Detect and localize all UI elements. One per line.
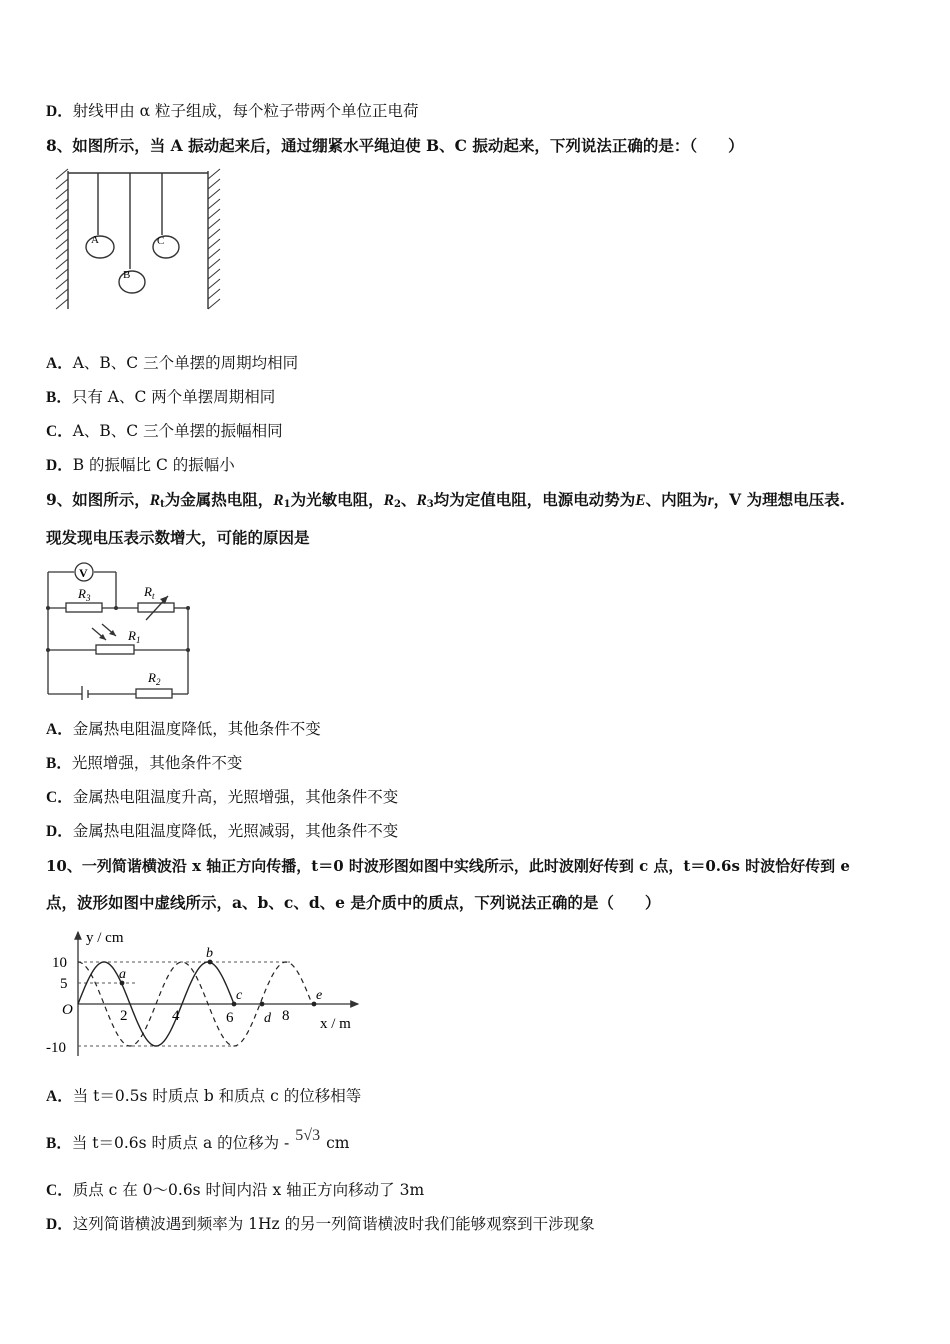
y-axis-label: y / cm bbox=[86, 930, 124, 946]
text: 均为定值电阻，电源电动势为 bbox=[433, 490, 636, 509]
q9-circuit-figure bbox=[44, 560, 194, 700]
x-tick-6: 6 bbox=[226, 1010, 234, 1026]
q8-option-c bbox=[46, 421, 283, 442]
subscript: t bbox=[151, 591, 155, 601]
q10-option-c bbox=[46, 1180, 424, 1201]
option-key: D． bbox=[46, 103, 73, 120]
var-r: R bbox=[383, 492, 394, 509]
q9-option-a bbox=[46, 719, 321, 740]
option-text: 只有 A、C 两个单摆周期相同 bbox=[71, 388, 276, 406]
q10-option-b bbox=[46, 1127, 350, 1154]
r2-label bbox=[147, 670, 161, 687]
option-text: 当 t＝0.6s 时质点 a 的位移为 - bbox=[71, 1134, 290, 1152]
y-tick-5: 5 bbox=[60, 976, 68, 992]
option-key: A． bbox=[46, 721, 73, 738]
q8-option-a bbox=[46, 353, 298, 374]
math-5-sqrt-3: 5√3 bbox=[295, 1127, 321, 1144]
text: 、内阻为 bbox=[645, 490, 708, 509]
y-tick-10: 10 bbox=[52, 955, 67, 971]
option-unit: cm bbox=[326, 1134, 350, 1152]
var-r: R bbox=[149, 492, 161, 509]
var-r: R bbox=[273, 492, 284, 509]
option-key: C． bbox=[46, 423, 73, 440]
q9-option-c bbox=[46, 787, 398, 808]
q10-option-d bbox=[46, 1214, 595, 1235]
r-letter: R bbox=[144, 584, 152, 599]
subscript: 3 bbox=[426, 499, 434, 510]
q7-option-d bbox=[46, 101, 419, 122]
var-r-small: r bbox=[707, 492, 714, 509]
option-key: D． bbox=[46, 457, 73, 474]
option-text: 这列简谐横波遇到频率为 1Hz 的另一列简谐横波时我们能够观察到干涉现象 bbox=[72, 1215, 595, 1233]
label-b: b bbox=[206, 946, 213, 961]
text: ，V 为理想电压表. bbox=[713, 490, 845, 509]
q8-option-d bbox=[46, 455, 235, 476]
text: 9、如图所示， bbox=[46, 490, 150, 509]
r-letter: R bbox=[78, 586, 86, 601]
pendulum-a-label: A bbox=[91, 234, 99, 246]
option-text: A、B、C 三个单摆的周期均相同 bbox=[72, 354, 299, 372]
label-a: a bbox=[119, 967, 126, 982]
r1-label bbox=[127, 628, 140, 645]
q9-option-b bbox=[46, 753, 242, 774]
q10-stem-line1: 10、一列简谐横波沿 x 轴正方向传播，t＝0 时波形图如图中实线所示，此时波刚好传到 c 点，t＝0.6s 时波恰好传到 e bbox=[46, 857, 850, 875]
option-key: B． bbox=[46, 1135, 72, 1152]
r-letter: R bbox=[128, 628, 136, 643]
text: 、 bbox=[400, 490, 417, 509]
option-text: 金属热电阻温度降低，光照减弱，其他条件不变 bbox=[72, 822, 399, 840]
option-key: D． bbox=[46, 823, 73, 840]
x-axis-label: x / m bbox=[320, 1016, 351, 1032]
option-text: 射线甲由 α 粒子组成，每个粒子带两个单位正电荷 bbox=[72, 102, 419, 120]
option-key: D． bbox=[46, 1216, 73, 1233]
option-text: 当 t＝0.5s 时质点 b 和质点 c 的位移相等 bbox=[72, 1087, 362, 1105]
option-text: 光照增强，其他条件不变 bbox=[71, 754, 243, 772]
x-tick-4: 4 bbox=[172, 1008, 180, 1024]
x-tick-8: 8 bbox=[282, 1008, 290, 1024]
subscript: 1 bbox=[135, 635, 141, 645]
label-e: e bbox=[316, 988, 323, 1003]
q9-option-d bbox=[46, 821, 398, 842]
x-tick-2: 2 bbox=[120, 1008, 128, 1024]
q10-stem-line2: 点，波形如图中虚线所示，a、b、c、d、e 是介质中的质点，下列说法正确的是（ ） bbox=[46, 893, 661, 912]
option-key: C． bbox=[46, 1182, 73, 1199]
q9-stem-line1 bbox=[46, 490, 845, 515]
pendulum-c-label: C bbox=[157, 235, 165, 247]
option-text: B 的振幅比 C 的振幅小 bbox=[72, 456, 235, 474]
voltmeter-label: V bbox=[79, 566, 88, 580]
var-r: R bbox=[416, 492, 427, 509]
label-c: c bbox=[236, 988, 243, 1003]
r3-label bbox=[77, 586, 91, 603]
subscript: 1 bbox=[283, 499, 291, 510]
option-text: 质点 c 在 0～0.6s 时间内沿 x 轴正方向移动了 3m bbox=[72, 1181, 425, 1199]
q9-stem-line2: 现发现电压表示数增大，可能的原因是 bbox=[46, 528, 310, 547]
y-tick-neg10: -10 bbox=[46, 1040, 66, 1056]
option-text: A、B、C 三个单摆的振幅相同 bbox=[72, 422, 283, 440]
q10-option-a bbox=[46, 1086, 361, 1107]
q8-stem: 8、如图所示，当 A 振动起来后，通过绷紧水平绳迫使 B、C 振动起来，下列说法正确的是：（ ） bbox=[46, 136, 744, 155]
origin-label: O bbox=[62, 1002, 73, 1018]
q10-wave-graph bbox=[40, 924, 370, 1064]
r-letter: R bbox=[148, 670, 156, 685]
option-key: A． bbox=[46, 1088, 73, 1105]
subscript: 2 bbox=[155, 677, 161, 687]
text: 为光敏电阻， bbox=[290, 490, 384, 509]
option-key: B． bbox=[46, 755, 72, 772]
q8-option-b bbox=[46, 387, 275, 408]
var-e: E bbox=[635, 492, 646, 509]
option-text: 金属热电阻温度升高，光照增强，其他条件不变 bbox=[72, 788, 399, 806]
option-key: C． bbox=[46, 789, 73, 806]
rt-label bbox=[143, 584, 155, 601]
label-d: d bbox=[264, 1011, 271, 1026]
subscript: 3 bbox=[85, 593, 91, 603]
option-key: A． bbox=[46, 355, 73, 372]
option-key: B． bbox=[46, 389, 72, 406]
subscript: 2 bbox=[393, 499, 401, 510]
option-text: 金属热电阻温度降低，其他条件不变 bbox=[72, 720, 321, 738]
text: 为金属热电阻， bbox=[164, 490, 274, 509]
q8-pendulum-figure bbox=[50, 165, 230, 315]
subscript: t bbox=[160, 499, 165, 510]
point-d bbox=[260, 1002, 265, 1007]
pendulum-b-label: B bbox=[123, 269, 131, 281]
